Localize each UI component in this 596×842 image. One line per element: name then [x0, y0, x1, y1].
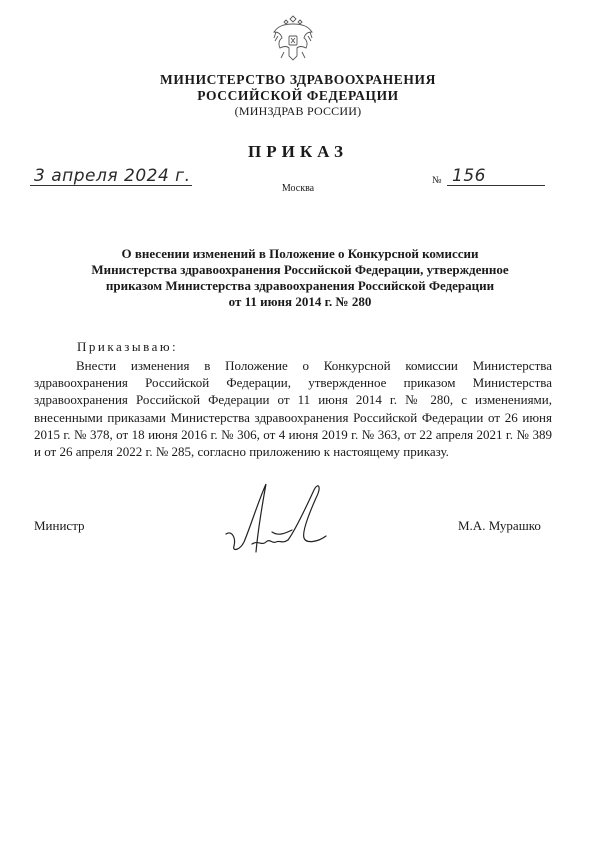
document-heading-line2: Министерства здравоохранения Российской Федерации, утвержденное: [91, 262, 509, 277]
city-label: Москва: [281, 183, 315, 194]
number-underline: [447, 185, 545, 186]
orders-word: Приказываю:: [77, 339, 179, 354]
document-heading-line4: от 11 июня 2014 г. № 280: [228, 294, 372, 309]
coat-of-arms-icon: [270, 12, 316, 64]
signatory-name: М.А. Мурашко: [458, 518, 541, 533]
handwritten-signature-icon: [222, 472, 342, 572]
body-paragraph: Внести изменения в Положение о Конкурсной комиссии Министерства здравоохранения Российской Федерации, утвержденное приказом Министерства здравоохранения Российской Федерации от 11 июня 2014 г. № 280, с изменениями, внесенными приказами Министерства здравоохранения Российской Федерации от 26 июня 2015 г. № 378, от 18 июня 2016 г. № 306, от 4 июня 2019 г. № 363, от 22 апреля 2021 г. № 389 и от 26 апреля 2022 г. № 285, согласно приложению к настоящему приказу.: [34, 358, 552, 460]
document-heading-line3: приказом Министерства здравоохранения Российской Федерации: [105, 278, 495, 293]
signatory-role: Министр: [34, 518, 85, 533]
handwritten-date: 3 апреля 2024 г.: [34, 166, 191, 186]
ministry-name-line2: РОССИЙСКОЙ ФЕДЕРАЦИИ: [197, 88, 399, 103]
ministry-short-name: (МИНЗДРАВ РОССИИ): [234, 104, 362, 118]
handwritten-number: 156: [452, 166, 486, 186]
document-heading-line1: О внесении изменений в Положение о Конкурсной комиссии: [121, 246, 479, 261]
ministry-name-line1: МИНИСТЕРСТВО ЗДРАВООХРАНЕНИЯ: [160, 72, 436, 87]
number-label: №: [432, 175, 442, 186]
document-type-title: ПРИКАЗ: [248, 142, 348, 161]
